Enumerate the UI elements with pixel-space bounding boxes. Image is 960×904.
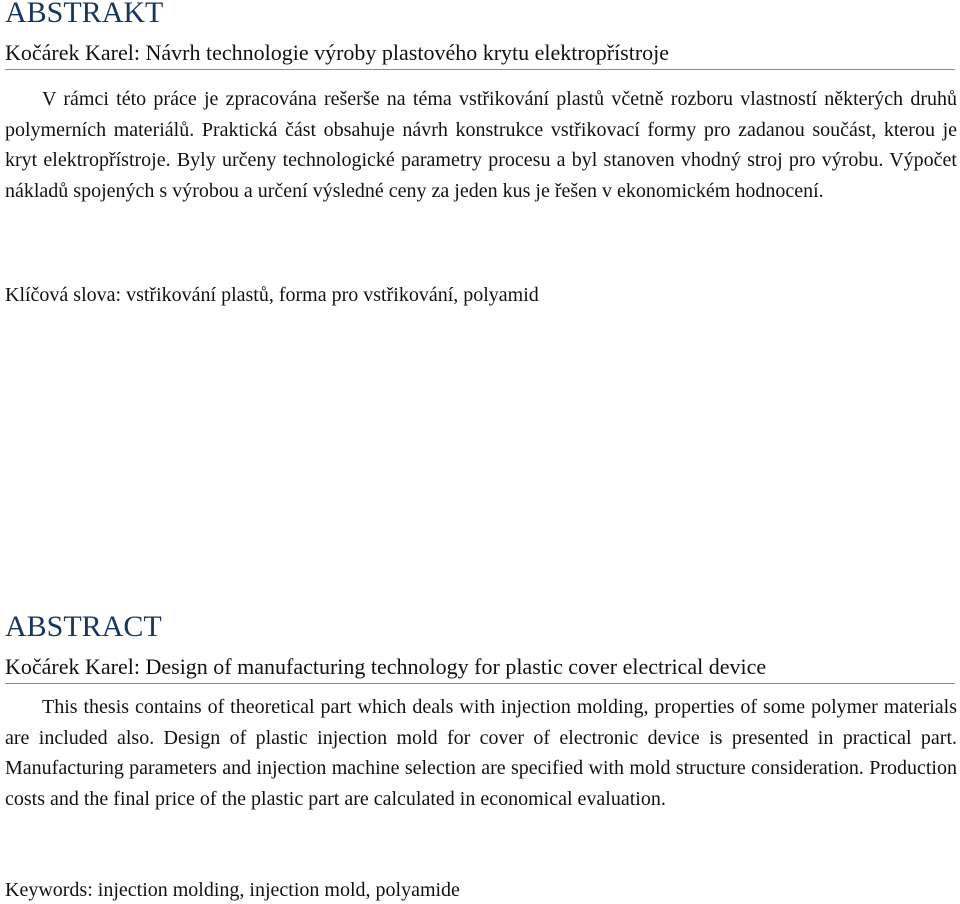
abstract-paragraph-english: This thesis contains of theoretical part which deals with injection molding, properties of some polymer materials are included also. Design of plastic injection mold for cover of electronic device is presented in practical part. Manufacturing parameters and injection machine selection are specified with mold structure consideration. Production costs and the final price of the plastic part are calculated in economical evaluation. <box>5 696 957 810</box>
thesis-title-czech: Kočárek Karel: Návrh technologie výroby plastového krytu elektropřístroje <box>5 40 955 70</box>
keywords-english: Keywords: injection molding, injection mold, polyamide <box>5 879 460 901</box>
keywords-czech: Klíčová slova: vstřikování plastů, forma pro vstřikování, polyamid <box>5 284 539 306</box>
thesis-title-english: Kočárek Karel: Design of manufacturing technology for plastic cover electrical device <box>5 654 955 684</box>
abstract-heading-czech: ABSTRAKT <box>5 0 164 29</box>
abstract-heading-english: ABSTRACT <box>5 610 162 643</box>
abstract-paragraph-czech: V rámci této práce je zpracována rešerše na téma vstřikování plastů včetně rozboru vlastností některých druhů polymerních materiálů. Praktická část obsahuje návrh konstrukce vstřikovací formy pro zadanou součást, kterou je kryt elektropřístroje. Byly určeny technologické parametry procesu a byl stanoven vhodný stroj pro výrobu. Výpočet nákladů spojených s výrobou a určení výsledné ceny za jeden kus je řešen v ekonomickém hodnocení. <box>5 88 957 202</box>
